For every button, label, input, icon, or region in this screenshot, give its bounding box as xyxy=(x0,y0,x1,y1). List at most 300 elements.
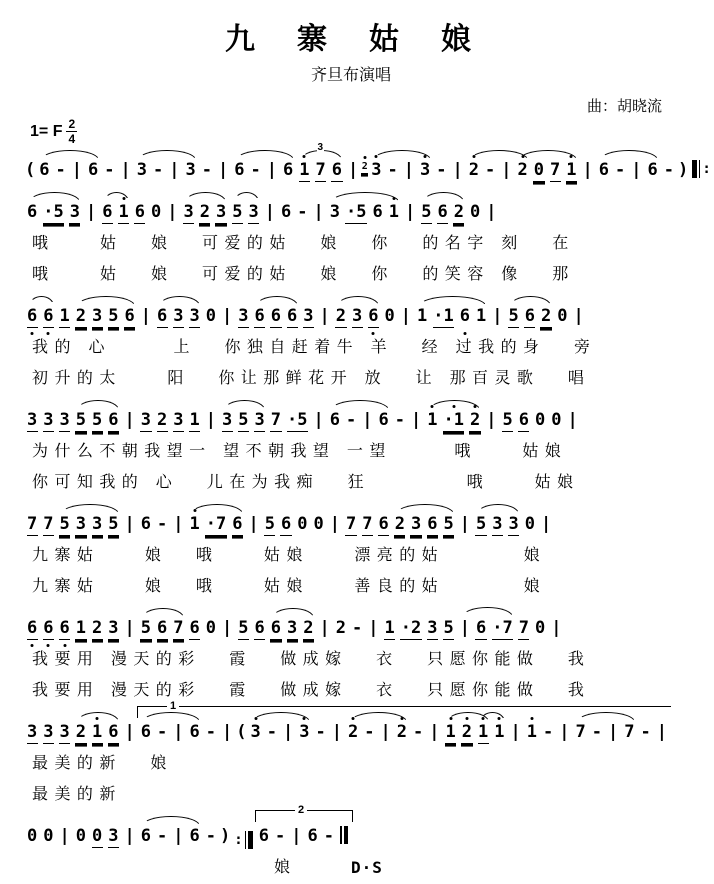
note: 0 xyxy=(297,514,308,534)
octave-dot-high xyxy=(465,717,468,720)
dash-continuation: - xyxy=(543,722,554,742)
note: 0 xyxy=(27,826,38,846)
note: 1 xyxy=(445,723,456,744)
note: 0 xyxy=(205,306,216,326)
note: 7 xyxy=(518,618,529,638)
lyric-row: 我 的 心 上 你 独 自 赶 着 牛 羊 经 过 我 的 身 旁 xyxy=(32,339,592,356)
barline: | xyxy=(567,410,578,430)
dash-continuation: - xyxy=(663,160,675,180)
barline: | xyxy=(291,826,302,846)
note: 3 xyxy=(69,202,80,222)
grace-note: 2 xyxy=(361,162,368,174)
note: 2 xyxy=(75,306,86,326)
note: 0 xyxy=(557,306,568,326)
note: 5 xyxy=(443,514,454,534)
slur-arc xyxy=(510,296,551,306)
note: 0 xyxy=(150,202,162,222)
barline: | xyxy=(140,306,151,326)
note: 2 xyxy=(468,161,479,181)
note: 6 xyxy=(307,826,318,846)
note: 1 xyxy=(526,723,537,743)
note: 2 xyxy=(92,618,103,638)
octave-dot-high xyxy=(498,717,501,720)
barline: | xyxy=(380,722,391,742)
slur-arc xyxy=(104,192,129,202)
lyric-row: 九 寨 姑 娘 哦 姑 娘 漂 亮 的 姑 娘 xyxy=(32,547,541,564)
note: 5 xyxy=(443,618,454,638)
volta-number: 1 xyxy=(167,701,179,712)
dash-continuation: - xyxy=(591,722,602,742)
lyric-row: 最 美 的 新 娘 xyxy=(32,755,168,772)
score-line-1 xyxy=(0,142,711,187)
note: 3 xyxy=(254,410,265,430)
note: 5 xyxy=(238,410,249,430)
note: 3 xyxy=(371,161,382,181)
slur-arc xyxy=(331,400,389,410)
key-signature xyxy=(0,118,702,145)
note: 7 xyxy=(362,514,373,534)
octave-dot-high xyxy=(431,405,434,408)
barline: | xyxy=(459,514,470,534)
note: 2 xyxy=(461,723,472,744)
octave-dot-high xyxy=(254,717,257,720)
note: 2 xyxy=(396,723,407,743)
note: 2 xyxy=(157,410,168,430)
note: 2 xyxy=(453,202,464,222)
dash-continuation: - xyxy=(364,722,375,742)
note: 0 xyxy=(534,410,546,430)
note: 3 xyxy=(27,410,38,430)
barline: | xyxy=(222,722,233,742)
dash-continuation: - xyxy=(394,410,405,430)
note: ·5 xyxy=(287,410,308,430)
notes-row xyxy=(24,187,702,229)
dash-continuation: - xyxy=(266,722,277,742)
note: 3 xyxy=(352,306,363,326)
notes-row xyxy=(24,291,702,333)
slur-arc xyxy=(224,400,265,410)
note: 6 xyxy=(108,410,119,430)
note: ·5 xyxy=(345,202,367,222)
note: 6 xyxy=(27,202,38,222)
note: 7 xyxy=(550,160,561,180)
barline: | xyxy=(559,722,570,742)
note: 6 xyxy=(518,410,529,430)
note: 3 xyxy=(410,514,422,534)
note: 6 xyxy=(329,410,340,430)
octave-dot-low xyxy=(31,332,34,335)
note: 1 xyxy=(59,306,70,326)
lyric-row: 为 什 么 不 朝 我 望 一 望 不 朝 我 望 一 望 哦 姑 娘 xyxy=(32,443,562,460)
octave-dot-high xyxy=(472,155,475,158)
barline: | xyxy=(486,410,497,430)
note: 1 xyxy=(494,723,505,743)
note: 1 xyxy=(417,306,428,326)
note: 5 xyxy=(502,410,513,430)
time-numerator: 2 xyxy=(68,117,76,131)
note: 6 xyxy=(134,202,145,222)
barline: | xyxy=(218,160,229,180)
barline: | xyxy=(173,826,184,846)
slur-arc xyxy=(419,296,486,306)
notes-row xyxy=(24,499,702,541)
note: 5 xyxy=(475,514,487,534)
barline: | xyxy=(319,306,330,326)
barline: | xyxy=(582,160,593,180)
notes-row xyxy=(24,603,702,645)
slur-arc xyxy=(350,712,407,722)
barline: | xyxy=(540,514,552,534)
barline: | xyxy=(429,722,440,742)
barline: | xyxy=(573,306,584,326)
note: 6 xyxy=(43,307,54,328)
note: 3 xyxy=(27,722,38,742)
note: ·5 xyxy=(43,202,64,222)
slur-arc xyxy=(138,150,196,160)
slur-arc xyxy=(519,150,577,160)
note: 6 xyxy=(124,306,135,326)
dash-continuation: - xyxy=(275,826,286,846)
barline: | xyxy=(169,160,180,180)
dash-continuation: - xyxy=(201,160,212,180)
note: 6 xyxy=(234,160,245,180)
note: 6 xyxy=(283,160,294,180)
barline: | xyxy=(222,618,233,638)
parenthesis: ( xyxy=(25,160,36,180)
dash-continuation: - xyxy=(436,160,447,180)
octave-dot-high xyxy=(303,717,306,720)
note: 2 xyxy=(517,161,528,181)
note: 5 xyxy=(421,202,432,222)
slur-arc xyxy=(29,296,54,306)
note: 0 xyxy=(92,826,103,846)
note: 3 xyxy=(185,160,196,180)
barline: | xyxy=(59,826,70,846)
note: 3 xyxy=(189,306,200,326)
note: 6 xyxy=(378,410,389,430)
note: 5 xyxy=(92,410,103,430)
note: 0 xyxy=(384,306,395,326)
octave-dot-high xyxy=(530,717,533,720)
time-denominator: 4 xyxy=(68,132,76,146)
note: 6 xyxy=(232,514,243,534)
note: 6 xyxy=(427,514,438,534)
note: 6 xyxy=(270,306,281,326)
slur-arc xyxy=(77,296,135,306)
octave-dot-high xyxy=(570,155,573,158)
note: 5 xyxy=(75,410,86,430)
note: 6 xyxy=(102,202,113,222)
note: ·2 xyxy=(400,618,422,638)
slur-arc xyxy=(185,192,226,202)
octave-dot-high xyxy=(474,405,477,408)
note: 3 xyxy=(329,202,340,222)
barline: | xyxy=(452,160,463,180)
barline: | xyxy=(85,202,97,222)
barline: | xyxy=(362,410,373,430)
slur-arc xyxy=(142,608,184,618)
note: 3 xyxy=(108,618,119,638)
octave-dot-high xyxy=(193,509,196,512)
note: 5 xyxy=(508,306,519,326)
note: 6 xyxy=(372,202,383,222)
final-lyric: 娘 xyxy=(274,859,292,876)
slur-arc xyxy=(373,150,431,160)
barline: | xyxy=(124,722,135,742)
note: 6 xyxy=(140,514,151,534)
score-line-7 xyxy=(0,700,702,811)
note: 5 xyxy=(108,306,119,326)
repeat-barline: : xyxy=(692,160,711,178)
key-text: 1= F xyxy=(30,122,63,140)
note: 6 xyxy=(598,160,610,180)
slur-arc xyxy=(396,504,454,514)
parenthesis: ) xyxy=(220,826,231,846)
note: 6 xyxy=(254,306,265,326)
note: 3 xyxy=(173,306,184,326)
composer-credit: 曲：胡晓流 xyxy=(586,98,662,115)
note: 3 xyxy=(287,618,298,638)
octave-dot-high xyxy=(452,405,455,408)
dash-continuation: - xyxy=(157,722,168,742)
barline: | xyxy=(313,202,324,222)
tuplet-number: 3 xyxy=(317,142,324,153)
note: 5 xyxy=(140,618,151,638)
note: 6 xyxy=(88,160,99,180)
dal-segno-mark: D·S xyxy=(351,858,383,877)
slur-arc xyxy=(462,607,513,617)
barline: | xyxy=(501,160,512,180)
note: 3 xyxy=(136,160,147,180)
note: 6 xyxy=(254,618,265,638)
note: 0 xyxy=(43,826,54,846)
slur-arc xyxy=(77,400,119,410)
note: 5 xyxy=(264,514,275,534)
dash-continuation: - xyxy=(55,160,66,180)
note: 1 xyxy=(189,410,200,430)
barline: | xyxy=(124,618,135,638)
slur-arc xyxy=(61,504,119,514)
note: ·1 xyxy=(433,306,454,326)
barline: | xyxy=(205,410,216,430)
note: 2 xyxy=(199,202,210,222)
score-line-2 xyxy=(0,187,702,291)
note: 1 xyxy=(118,203,129,224)
parenthesis: ( xyxy=(236,722,247,742)
barline: | xyxy=(313,410,324,430)
note: 1 xyxy=(92,723,103,744)
note: 3 xyxy=(303,306,314,326)
note: 7 xyxy=(43,514,54,534)
note: 6 xyxy=(189,618,200,638)
barline: | xyxy=(124,410,135,430)
barline: | xyxy=(404,202,416,222)
volta-bracket xyxy=(137,706,671,718)
octave-dot-high xyxy=(400,717,403,720)
dash-continuation: - xyxy=(104,160,115,180)
barline: | xyxy=(348,160,359,180)
note: 6 xyxy=(459,307,470,327)
note: 5 xyxy=(108,514,119,534)
dash-continuation: - xyxy=(387,160,398,180)
note: 1 xyxy=(566,161,577,182)
note: 0 xyxy=(551,410,562,430)
lyric-row: 最 美 的 新 xyxy=(32,786,117,803)
barline: | xyxy=(403,160,415,180)
note: 7 xyxy=(624,722,635,742)
slur-arc xyxy=(423,192,464,202)
barline: | xyxy=(283,722,294,742)
octave-dot-low xyxy=(47,644,50,647)
slur-arc xyxy=(577,712,635,722)
octave-dot-high xyxy=(482,717,485,720)
barline: | xyxy=(410,410,422,430)
note: 2 xyxy=(394,514,405,534)
note: 6 xyxy=(378,514,389,534)
note: 6 xyxy=(437,202,448,222)
slur-arc xyxy=(142,816,200,826)
note: 2 xyxy=(335,618,346,638)
notes-row xyxy=(24,804,702,853)
dash-continuation: - xyxy=(413,722,424,742)
barline: | xyxy=(368,618,379,638)
barline: | xyxy=(510,722,521,742)
slur-arc xyxy=(256,296,298,306)
slur-arc xyxy=(600,150,658,160)
octave-dot-high xyxy=(122,197,125,200)
note: 5 xyxy=(59,514,70,534)
slur-arc xyxy=(477,504,519,514)
octave-dot-high xyxy=(96,717,99,720)
dash-continuation: - xyxy=(205,826,216,846)
barline: | xyxy=(551,618,562,638)
dash-continuation: - xyxy=(323,826,335,846)
octave-dot-high xyxy=(352,717,355,720)
octave-dot-high xyxy=(449,717,452,720)
note: 6 xyxy=(59,619,70,640)
slur-arc xyxy=(191,504,243,514)
octave-dot-low xyxy=(372,332,375,335)
note: 3 xyxy=(43,410,54,430)
score-line-8 xyxy=(0,804,702,884)
note: 1 xyxy=(189,515,200,535)
barline: | xyxy=(167,202,178,222)
note: 3 xyxy=(59,410,70,430)
note: 2 xyxy=(469,411,480,432)
note: 6 xyxy=(189,826,200,846)
parenthesis: ) xyxy=(678,160,689,180)
note: 0 xyxy=(469,202,481,222)
note: 3 xyxy=(59,722,70,742)
barline: | xyxy=(319,618,330,638)
octave-dot-low xyxy=(63,644,66,647)
dash-continuation: - xyxy=(615,160,626,180)
note: 1 xyxy=(388,203,399,223)
note: 5 xyxy=(232,202,243,222)
lyric-row: 哦 姑 娘 可 爱 的 姑 娘 你 的 名 字 刻 在 xyxy=(32,235,570,252)
note: 7 xyxy=(315,160,326,180)
barline: | xyxy=(331,722,342,742)
barline: | xyxy=(222,306,233,326)
note: 2 xyxy=(540,306,552,326)
note: 5 xyxy=(238,618,249,638)
note: 7 xyxy=(345,514,357,534)
repeat-barline: : xyxy=(234,831,253,849)
note: 3 xyxy=(75,514,86,534)
lyric-row: 哦 姑 娘 可 爱 的 姑 娘 你 的 笑 容 像 那 xyxy=(32,266,570,283)
barline: | xyxy=(608,722,619,742)
dash-continuation: - xyxy=(640,722,651,742)
dash-continuation: - xyxy=(157,514,168,534)
note: 2 xyxy=(75,722,86,742)
slur-arc xyxy=(142,712,200,722)
note: 3 xyxy=(248,202,259,222)
octave-dot-low xyxy=(47,332,50,335)
note: ·1 xyxy=(443,411,464,432)
score-line-4 xyxy=(0,395,702,499)
note: 6 xyxy=(368,307,379,328)
barline: | xyxy=(459,618,470,638)
note: 1 xyxy=(384,618,395,638)
note: 3 xyxy=(238,306,249,326)
slur-arc xyxy=(159,296,200,306)
lyric-row: 九 寨 姑 娘 哦 姑 娘 善 良 的 姑 娘 xyxy=(32,578,541,595)
dash-continuation: - xyxy=(352,618,363,638)
slur-arc xyxy=(41,150,99,160)
note: ·7 xyxy=(492,618,513,638)
note: ·7 xyxy=(205,514,227,534)
octave-dot-low xyxy=(31,644,34,647)
note: 6 xyxy=(647,160,658,180)
note: 1 xyxy=(75,618,86,638)
note: 3 xyxy=(299,723,310,743)
slur-arc xyxy=(337,296,379,306)
lyric-row: 你 可 知 我 的 心 儿 在 为 我 痴 狂 哦 姑 娘 xyxy=(32,474,575,491)
notes-row xyxy=(24,142,711,187)
notes-row xyxy=(24,395,702,437)
barline: | xyxy=(631,160,642,180)
note: 6 xyxy=(108,722,119,742)
note: 7 xyxy=(270,410,281,430)
final-barline xyxy=(340,826,348,844)
note: 3 xyxy=(108,826,119,846)
volta-number: 2 xyxy=(295,805,307,816)
score-line-6 xyxy=(0,603,702,707)
note: 3 xyxy=(222,410,233,430)
barline: | xyxy=(329,514,340,534)
note: 6 xyxy=(475,618,487,638)
octave-dot-high xyxy=(375,155,378,158)
dash-continuation: - xyxy=(315,722,326,742)
note: 2 xyxy=(335,306,346,326)
note: 3 xyxy=(92,514,103,534)
lyric-row: 我 要 用 漫 天 的 彩 霞 做 成 嫁 衣 只 愿 你 能 做 我 xyxy=(32,682,585,699)
note: 6 xyxy=(189,722,200,742)
note: 1 xyxy=(299,161,310,182)
slur-arc xyxy=(236,150,294,160)
note: 7 xyxy=(173,618,184,638)
lyric-row: 初 升 的 太 阳 你 让 那 鲜 花 开 放 让 那 百 灵 歌 唱 xyxy=(32,370,585,387)
barline: | xyxy=(656,722,667,742)
note: 6 xyxy=(280,202,292,222)
note: 2 xyxy=(303,618,314,638)
note: 0 xyxy=(533,160,545,180)
note: 6 xyxy=(27,307,38,328)
score-line-3 xyxy=(0,291,702,395)
barline: | xyxy=(124,514,135,534)
note: 6 xyxy=(258,826,270,846)
note: 1 xyxy=(475,306,487,326)
